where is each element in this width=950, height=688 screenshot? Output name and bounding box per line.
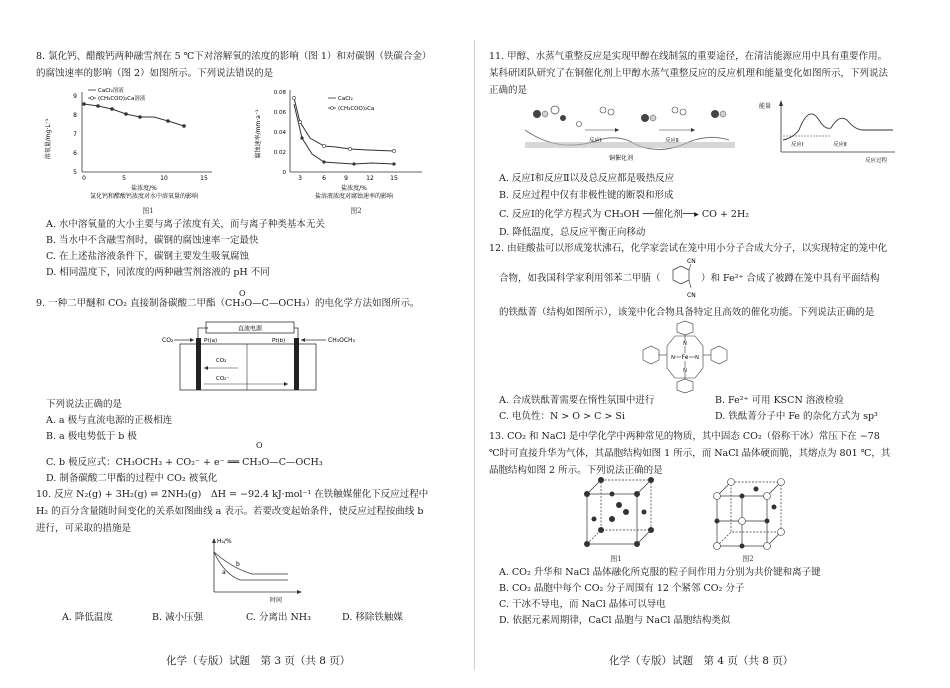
question-11-stem: 11. 甲醇、水蒸气重整反应是实现甲醇在线制氢的重要途径，在清洁能源应用中具有重要作用。某科研团队研究了在铜催化剂上甲醇水蒸气重整反应的反应机理和能量变化如图所示，下列说法正确的是 <box>489 51 889 96</box>
fig2-xlabel: 盐浓度/% <box>341 185 367 192</box>
q9-option-b: B. a 极电势低于 b 极 <box>46 431 137 442</box>
q9-option-c-carbonyl: O <box>256 441 263 450</box>
right-page-footer: 化学（专版）试题 第 4 页（共 8 页） <box>609 655 794 667</box>
q10-option-d: D. 移除铁触媒 <box>342 612 403 623</box>
fig2-legend-acetate: (CH₃COO)₂Ca <box>338 106 375 112</box>
q12-stem-line-2a: 合物，如我国科学家利用邻苯二甲腈（ <box>499 273 661 284</box>
q10-graph <box>200 534 310 606</box>
q11-option-b: B. 反应过程中仅有非极性键的断裂和形成 <box>499 190 674 201</box>
fig1-legend-acetate: (CH₃COO)₂Ca溶液 <box>98 96 146 102</box>
q12-option-b: B. Fe²⁺ 可用 KSCN 溶液检验 <box>715 395 844 406</box>
q11-option-c: C. 反应Ⅰ的化学方程式为 CH₃OH ──催化剂──▸ CO + 2H₂ <box>499 209 750 220</box>
fig1-ylabel: 溶氧量/mg·L⁻¹ <box>45 118 52 160</box>
diagram-co2-mid: CO₂ <box>216 358 227 364</box>
q9-option-d: D. 制备碳酸二甲酯的过程中 CO₂ 被氧化 <box>46 473 218 484</box>
fig1-caption: 图1 <box>142 207 154 215</box>
question-9-stem: 9. 一种二甲醚和 CO₂ 直接制备碳酸二甲酯（CH₃O—C—OCH₃）的电化学方法如图所示。 <box>36 298 420 309</box>
svg-text:10: 10 <box>160 175 168 182</box>
q11-energy-reaction-2: 反应Ⅱ <box>833 142 847 148</box>
fig1-xlabel: 盐浓度/% <box>131 185 157 192</box>
fig2-title: 盐溶液浓度对腐蚀速率的影响 <box>314 193 394 200</box>
q8-option-b: B. 当水中不含融雪剂时，碳钢的腐蚀速率一定最快 <box>46 235 259 246</box>
nitrile-group-bottom: CN <box>687 292 696 299</box>
q8-option-c: C. 在上述盐溶液条件下，碳钢主要发生吸氧腐蚀 <box>46 251 249 262</box>
q12-stem-line-2b: ）和 Fe²⁺ 合成了被蹲在笼中具有平面结构 <box>701 273 880 284</box>
q12-stem-line-3: 的铁酞菁（结构如图所示），该笼中化合物具备特定且高效的催化功能。下列说法正确的是 <box>499 307 875 318</box>
svg-text:7: 7 <box>73 131 77 138</box>
q10-option-b: B. 减小压强 <box>152 612 204 623</box>
q11-energy-reaction-1: 反应Ⅰ <box>791 142 804 148</box>
q10-xlabel: 时间 <box>270 597 283 604</box>
svg-text:12: 12 <box>366 175 374 182</box>
q12-option-c: C. 电负性：N > O > C > Si <box>499 411 625 422</box>
n-left: N <box>671 355 675 361</box>
q10-curve-b: b <box>236 561 240 568</box>
question-8-stem: 8. 氯化钙、醋酸钙两种融雪剂在 5 ℃下对溶解氧的浓度的影响（图 1）和对碳钢（铁碳合金）的腐蚀速率的影响（图 2）如图所示。下列说法错误的是 <box>36 51 432 79</box>
svg-text:0.08: 0.08 <box>273 90 286 96</box>
svg-text:0: 0 <box>282 170 286 176</box>
q8-option-a: A. 水中溶氧量的大小主要与离子浓度有关，而与离子种类基本无关 <box>46 219 325 230</box>
diagram-power-source: 直流电源 <box>237 325 263 333</box>
n-bottom: N <box>683 368 687 374</box>
svg-text:0: 0 <box>82 175 86 182</box>
q13-option-d: D. 依据元素周期律，CaCl 晶胞与 NaCl 晶胞结构类似 <box>499 615 731 626</box>
q11-diagram-reaction-1: 反应Ⅰ <box>589 138 602 144</box>
diagram-electrode-a: Pt(a) <box>204 338 218 344</box>
q13-fig2-caption: 图2 <box>742 555 754 563</box>
fe-center-label: Fe <box>681 354 689 361</box>
co2-crystal-cell <box>579 472 655 554</box>
diagram-dme-in: CH₃OCH₃ <box>328 337 355 344</box>
q11-mechanism-diagram <box>519 100 899 170</box>
q13-option-b: B. CO₂ 晶胞中每个 CO₂ 分子周围有 12 个紧邻 CO₂ 分子 <box>499 583 745 594</box>
nacl-crystal-cell <box>709 474 787 554</box>
svg-text:6: 6 <box>322 175 326 182</box>
q10-curve-a: a <box>222 569 226 576</box>
q9-option-c: C. b 极反应式：CH₃OCH₃ + CO₂⁻ + e⁻ ══ CH₃O—C—OCH₃ <box>46 457 323 468</box>
q13-option-c: C. 干冰不导电，而 NaCl 晶体可以导电 <box>499 599 666 610</box>
q11-progress-label: 反应过程 <box>865 158 888 164</box>
svg-text:5: 5 <box>122 175 126 182</box>
fig2-caption: 图2 <box>350 207 362 215</box>
svg-text:15: 15 <box>390 175 398 182</box>
n-right: N <box>695 355 699 361</box>
n-top: N <box>683 341 687 347</box>
q11-option-a: A. 反应Ⅰ和反应Ⅱ以及总反应都是吸热反应 <box>499 173 675 184</box>
svg-text:9: 9 <box>344 175 348 182</box>
diagram-electrode-b: Pt(b) <box>272 338 286 344</box>
fig2-legend-cacl2: CaCl₂ <box>338 96 353 102</box>
q11-diagram-reaction-2: 反应Ⅱ <box>665 138 679 144</box>
q10-option-c: C. 分离出 NH₃ <box>246 612 311 623</box>
q8-option-d: D. 相同温度下，同浓度的两种融雪剂溶液的 pH 不同 <box>46 267 270 278</box>
diagram-co2-in: CO₂ <box>162 337 174 344</box>
svg-text:6: 6 <box>73 150 77 157</box>
right-page <box>475 0 950 688</box>
phthalonitrile-structure <box>663 256 697 300</box>
svg-text:5: 5 <box>73 169 77 176</box>
svg-text:0.04: 0.04 <box>273 130 286 136</box>
q12-stem-line-1: 12. 由硅酸盐可以形成笼状沸石，化学家尝试在笼中用小分子合成大分子，以实现特定的笼中化 <box>489 243 888 254</box>
q8-figure-1 <box>44 84 224 206</box>
question-13-stem: 13. CO₂ 和 NaCl 是中学化学中两种常见的物质，其中固态 CO₂（俗称干冰）常压下在 −78 ℃时可直接升华为气体，其晶胞结构如图 1 所示，而 NaCl 晶体硬而脆，其熔点为 801 ℃，其晶胞结构如图 2 所示。下列说法正确的是 <box>489 431 891 476</box>
svg-text:3: 3 <box>298 175 302 182</box>
question-10-stem: 10. 反应 N₂(g) + 3H₂(g) ⇌ 2NH₃(g) ΔH = −92.4 kJ·mol⁻¹ 在铁触媒催化下反应过程中 H₂ 的百分含量随时间变化的关系如图曲线 a 表示。若要改变起始条件，使反应过程按曲线 b 进行，可采取的措施是 <box>36 489 429 534</box>
q13-option-a: A. CO₂ 升华和 NaCl 晶体融化所克服的粒子间作用力分别为共价键和离子键 <box>499 567 821 578</box>
fig1-legend-cacl2: CaCl₂溶液 <box>98 88 124 94</box>
svg-text:0.06: 0.06 <box>273 110 286 116</box>
svg-text:8: 8 <box>73 112 77 119</box>
q8-figure-2 <box>254 84 434 206</box>
iron-phthalocyanine-structure <box>639 320 731 394</box>
q11-energy-label: 能量 <box>759 103 772 110</box>
svg-text:0.02: 0.02 <box>273 150 286 156</box>
q9-option-a: A. a 极与直流电源的正极相连 <box>46 415 173 426</box>
svg-text:9: 9 <box>73 93 77 100</box>
q10-option-a: A. 降低温度 <box>62 612 113 623</box>
q12-option-a: A. 合成铁酞菁需要在惰性氛围中进行 <box>499 395 655 406</box>
q12-option-d: D. 铁酞菁分子中 Fe 的杂化方式为 sp³ <box>715 411 878 422</box>
q9-lead: 下列说法正确的是 <box>46 399 123 410</box>
diagram-co2-minus: CO₂⁻ <box>216 376 230 382</box>
q10-ylabel: H₂/% <box>217 538 232 545</box>
left-page-footer: 化学（专版）试题 第 3 页（共 8 页） <box>166 655 351 667</box>
q9-stem-carbonyl: O <box>239 289 246 298</box>
q11-option-d: D. 降低温度，总反应平衡正向移动 <box>499 227 646 238</box>
fig1-title: 氯化钙和醋酸钙浓度对水中溶氧量的影响 <box>89 193 199 200</box>
q13-fig1-caption: 图1 <box>610 555 622 563</box>
nitrile-group-top: CN <box>687 258 696 265</box>
q9-electrolysis-diagram <box>158 318 368 396</box>
q11-catalyst-label: 铜催化剂 <box>609 155 634 162</box>
svg-text:15: 15 <box>200 175 208 182</box>
fig2-ylabel: 腐蚀速率/mm·a⁻¹ <box>255 109 262 159</box>
